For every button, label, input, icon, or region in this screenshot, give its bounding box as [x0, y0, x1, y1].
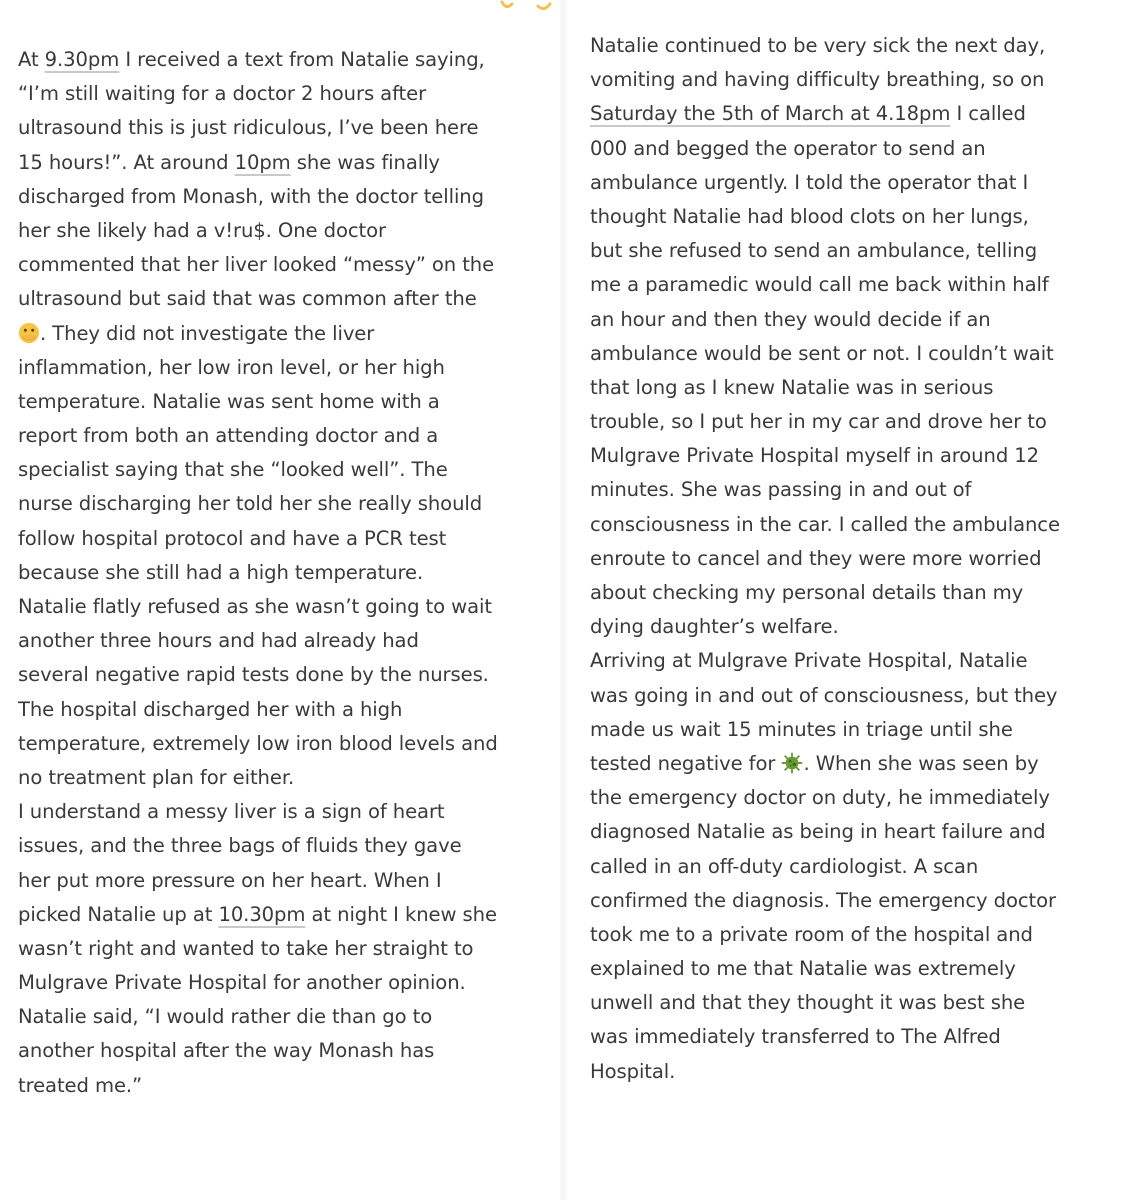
cropped-emoji-decor-icon [500, 0, 560, 20]
text-line: was immediately transferred to The Alfred [590, 1025, 1001, 1049]
time-highlight: 10pm [234, 150, 291, 174]
text-line: enroute to cancel and they were more worried [590, 546, 1042, 570]
text-line: discharged from Monash, with the doctor telling [18, 184, 484, 208]
text-line: “I’m still waiting for a doctor 2 hours after [18, 82, 427, 106]
text-line: consciousness in the car. I called the ambulance [590, 512, 1060, 536]
time-highlight: 10.30pm [218, 902, 306, 926]
text-line: confirmed the diagnosis. The emergency doctor [590, 888, 1056, 912]
text-line: ambulance would be sent or not. I couldn’t wait [590, 341, 1054, 365]
text-line: ultrasound but said that was common after the [18, 287, 477, 311]
text-line: nurse discharging her told her she really should [18, 492, 483, 516]
text-line: made us wait 15 minutes in triage until she [590, 717, 1013, 741]
text-line: I understand a messy liver is a sign of heart [18, 800, 445, 824]
text-line: her put more pressure on her heart. When I [18, 868, 442, 892]
text-line: Natalie continued to be very sick the next day, [590, 34, 1046, 57]
text-line: the emergency doctor on duty, he immediately [590, 786, 1050, 810]
text-line: report from both an attending doctor and a [18, 424, 439, 448]
text-line: Natalie said, “I would rather die than go to [18, 1005, 433, 1029]
text-line: temperature. Natalie was sent home with a [18, 389, 440, 413]
text-line: no treatment plan for either. [18, 765, 295, 789]
text-line: 000 and begged the operator to send an [590, 136, 986, 160]
text-line: called in an off-duty cardiologist. A scan [590, 854, 979, 878]
text-line: The hospital discharged her with a high [18, 697, 403, 721]
text-line: an hour and then they would decide if an [590, 307, 991, 331]
text-line: tested negative for . When she was seen by [590, 751, 1039, 775]
left-paragraph [18, 43, 498, 1103]
text-line: another hospital after the way Monash has [18, 1039, 435, 1063]
text-line: Natalie flatly refused as she wasn’t going to wait [18, 595, 492, 618]
microbe-icon [781, 752, 803, 774]
text-line: minutes. She was passing in and out of [590, 478, 972, 502]
left-column [0, 0, 561, 1200]
text-line: that long as I knew Natalie was in serious [590, 375, 994, 399]
text-line: several negative rapid tests done by the nurses. [18, 663, 489, 687]
text-line: wasn’t right and wanted to take her straight to [18, 936, 474, 960]
text-line: Mulgrave Private Hospital for another opinion. [18, 971, 466, 995]
right-paragraph [590, 29, 1060, 1089]
text-line: 15 hours!”. At around 10pm she was finally [18, 150, 440, 174]
text-line: her she likely had a v!ru$. One doctor [18, 218, 386, 242]
text-line: ultrasound this is just ridiculous, I’ve been here [18, 116, 479, 140]
text-line: was going in and out of consciousness, but they [590, 683, 1058, 707]
text-line: took me to a private room of the hospital and [590, 922, 1033, 946]
text-line: At 9.30pm I received a text from Natalie saying, [18, 48, 485, 71]
text-line: but she refused to send an ambulance, telling [590, 239, 1038, 263]
text-line: Saturday the 5th of March at 4.18pm I called [590, 102, 1026, 126]
text-line: treated me.” [18, 1073, 143, 1097]
text-line: issues, and the three bags of fluids they gave [18, 834, 462, 858]
text-line: Arriving at Mulgrave Private Hospital, Natalie [590, 649, 1028, 673]
date-highlight: Saturday the 5th of March at 4.18pm [590, 102, 951, 126]
text-line: another three hours and had already had [18, 629, 419, 653]
text-line: inflammation, her low iron level, or her high [18, 355, 445, 379]
text-line: me a paramedic would call me back within half [590, 273, 1049, 297]
text-line: about checking my personal details than my [590, 581, 1024, 604]
text-line: Mulgrave Private Hospital myself in around 12 [590, 444, 1040, 468]
text-line: because she still had a high temperature. [18, 560, 424, 584]
text-line: follow hospital protocol and have a PCR test [18, 526, 447, 550]
text-line: . They did not investigate the liver [18, 317, 498, 351]
text-line: Hospital. [590, 1059, 676, 1083]
text-line: diagnosed Natalie as being in heart failure and [590, 820, 1046, 844]
text-line: picked Natalie up at 10.30pm at night I knew she [18, 902, 497, 926]
text-line: thought Natalie had blood clots on her lungs, [590, 204, 1029, 228]
text-line: explained to me that Natalie was extremely [590, 957, 1016, 981]
text-line: commented that her liver looked “messy” on the [18, 253, 495, 277]
text-line: dying daughter’s welfare. [590, 615, 839, 639]
right-column [566, 0, 1125, 1200]
text-line: unwell and that they thought it was best she [590, 991, 1026, 1015]
text-line: ambulance urgently. I told the operator that I [590, 170, 1029, 194]
face-with-hand-over-mouth-icon [18, 322, 40, 344]
time-highlight: 9.30pm [44, 48, 120, 71]
text-line: temperature, extremely low iron blood levels and [18, 731, 498, 755]
text-line: specialist saying that she “looked well”. The [18, 458, 448, 482]
text-line: trouble, so I put her in my car and drove her to [590, 410, 1047, 434]
text-line: vomiting and having difficulty breathing, so on [590, 68, 1045, 92]
